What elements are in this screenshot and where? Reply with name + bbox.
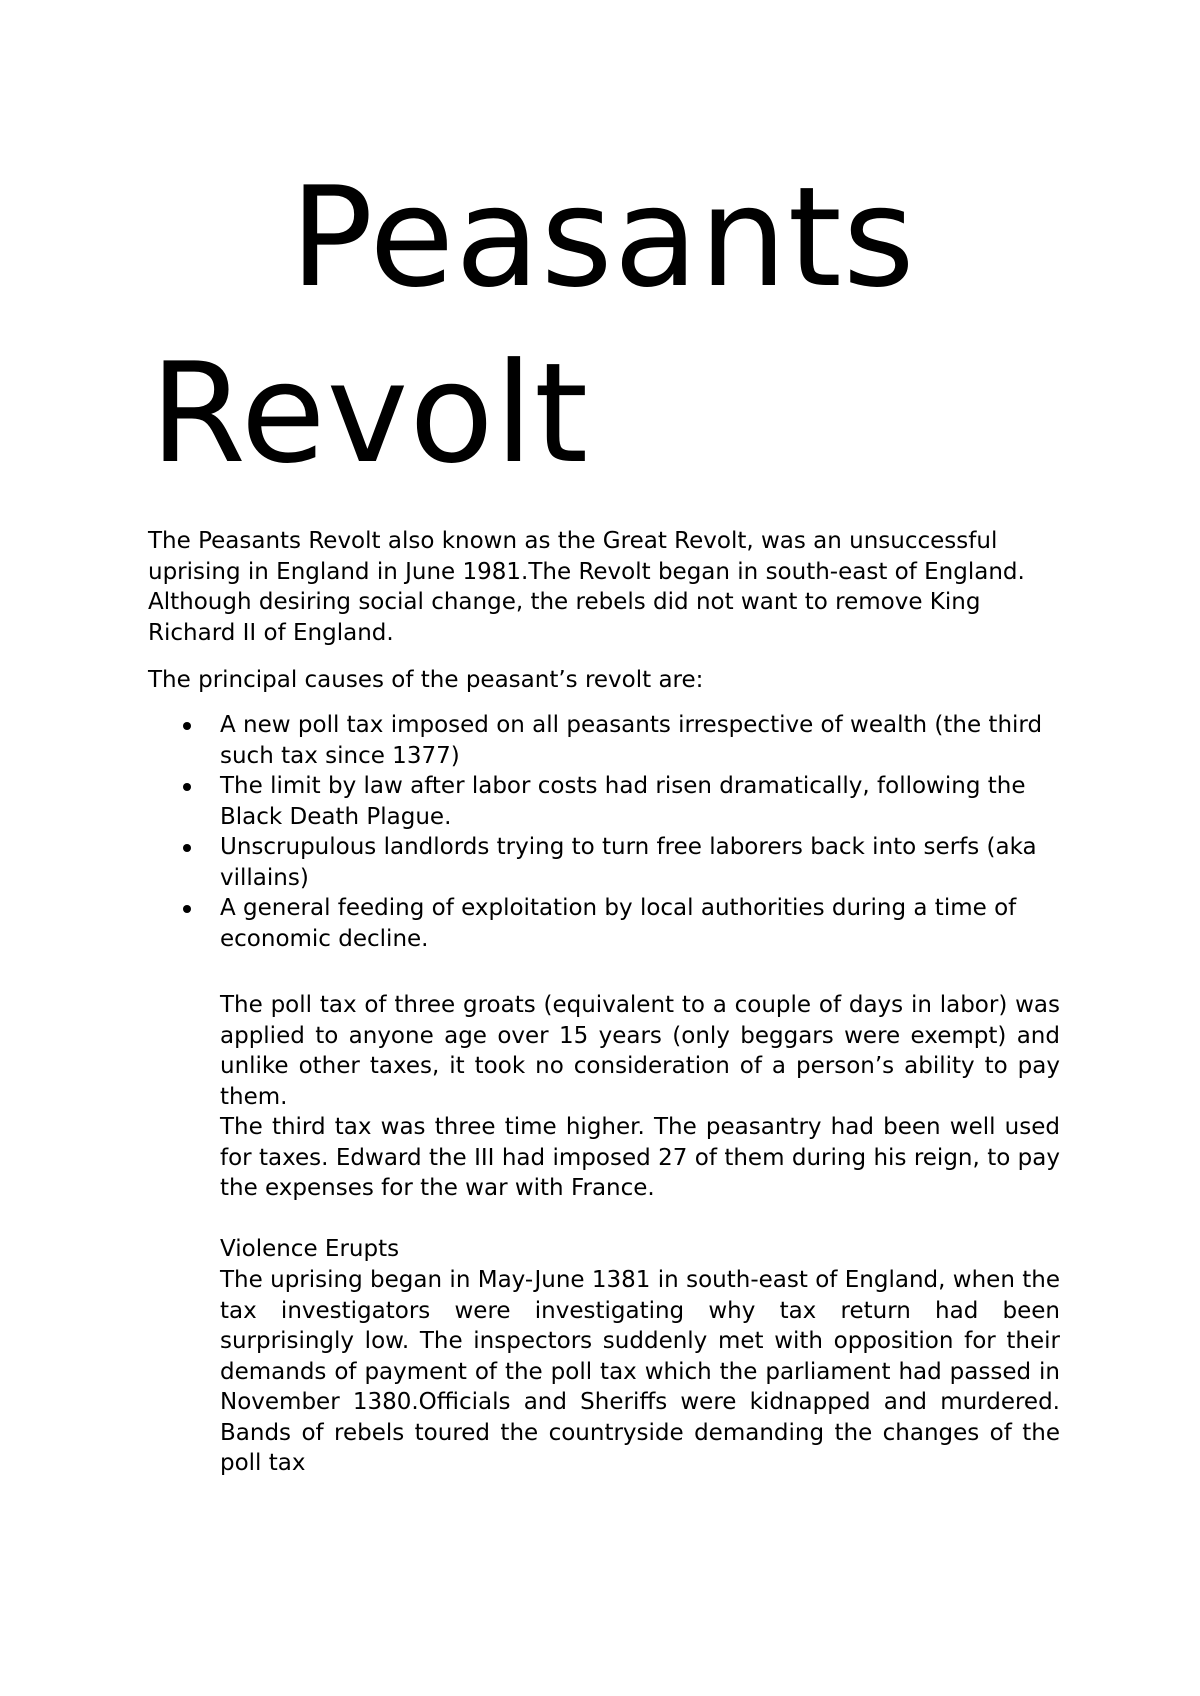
- violence-paragraph: The uprising began in May-June 1381 in south-east of England, when the tax investigators were investigating why tax return had been surprisingly low. The inspectors suddenly met with opposition for their demands of payment of the poll tax which the parliament had passed in November 1380.Officials and Sheriffs were kidnapped and murdered. Bands of rebels toured the countryside demanding the changes of the poll tax: [220, 1267, 1060, 1476]
- cause-text: The limit by law after labor costs had risen dramatically, following the Black Death Plague.: [220, 773, 1026, 830]
- cause-text: A new poll tax imposed on all peasants irrespective of wealth (the third such tax since 1377): [220, 712, 1043, 769]
- poll-tax-paragraph: The poll tax of three groats (equivalent to a couple of days in labor) was applied to anyone age over 15 years (only beggars were exempt) and unlike other taxes, it took no consideration of a person’s ability to pay them.: [220, 992, 1060, 1110]
- third-tax-paragraph: The third tax was three time higher. The peasantry had been well used for taxes. Edward the III had imposed 27 of them during his reign, to pay the expenses for the war with France.: [220, 1114, 1060, 1201]
- list-item: [148, 832, 1060, 893]
- cause-text: Unscrupulous landlords trying to turn free laborers back into serfs (aka villains): [220, 834, 1037, 891]
- bullet-icon: [183, 844, 191, 852]
- list-item: [148, 893, 1060, 954]
- bullet-icon: [183, 783, 191, 791]
- page-title: Peasants Revolt: [150, 157, 916, 494]
- causes-list: [148, 710, 1060, 954]
- list-item: [148, 771, 1060, 832]
- bullet-icon: [183, 722, 191, 730]
- cause-text: A general feeding of exploitation by local authorities during a time of economic decline.: [220, 895, 1017, 952]
- section-heading-violence: Violence Erupts: [220, 1236, 400, 1262]
- bullet-icon: [183, 905, 191, 913]
- causes-lead: The principal causes of the peasant’s revolt are:: [148, 667, 704, 693]
- intro-paragraph: The Peasants Revolt also known as the Great Revolt, was an unsuccessful uprising in England in June 1981.The Revolt began in south-east of England. Although desiring social change, the rebels did not want to remove King Richard II of England.: [148, 528, 1025, 646]
- list-item: [148, 710, 1060, 771]
